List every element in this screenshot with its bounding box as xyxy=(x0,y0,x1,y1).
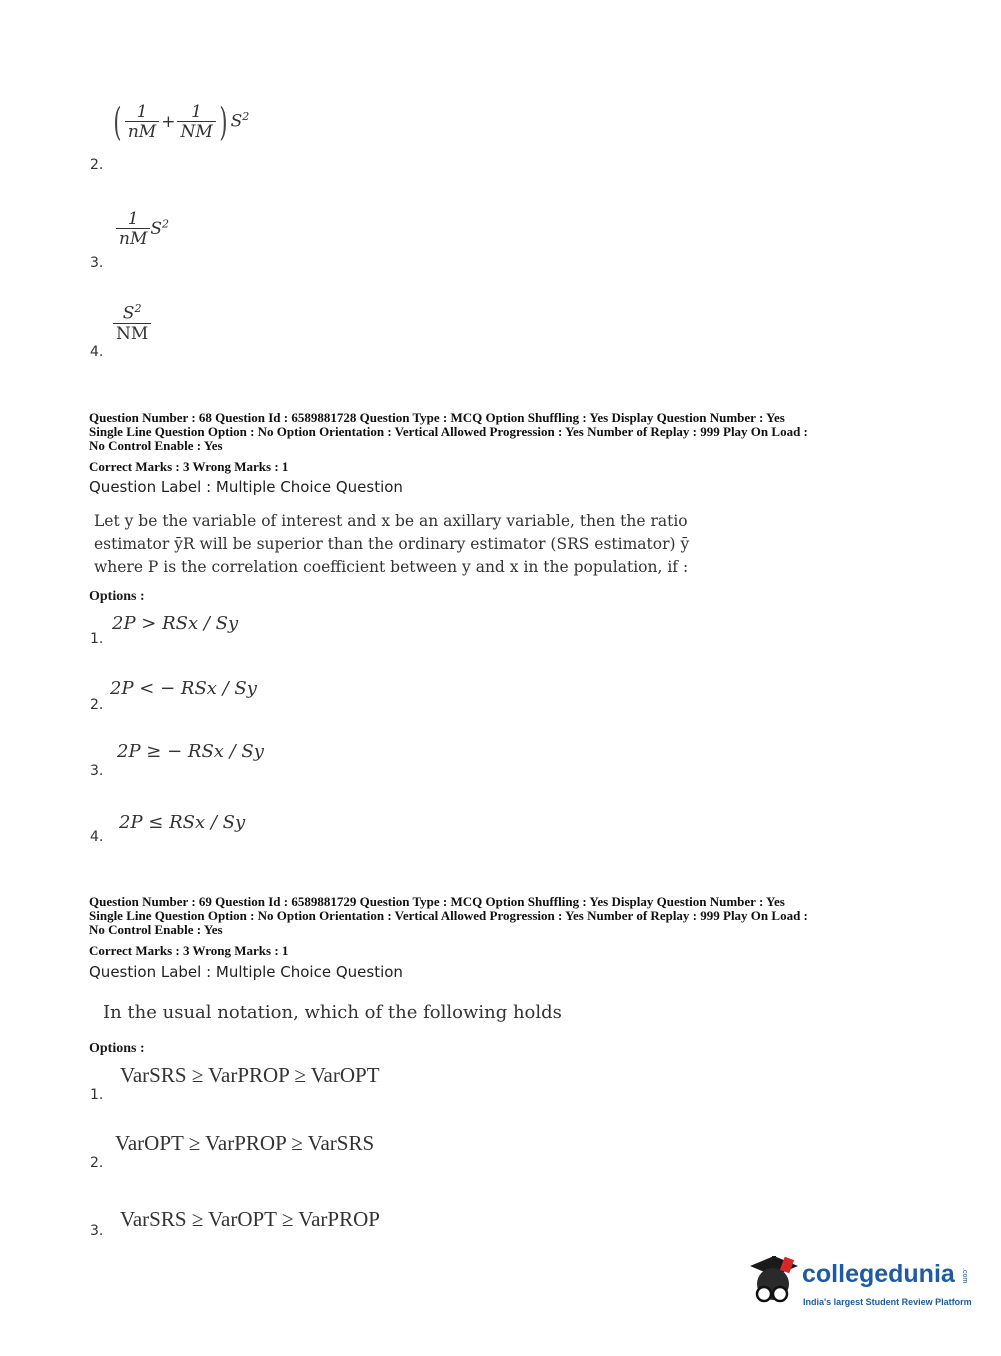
prev-option-3-number: 3. xyxy=(90,255,104,271)
q68-options-heading: Options : xyxy=(89,589,145,604)
q68-option-3-expr[interactable]: 2P ≥ − RSx / Sy xyxy=(117,741,264,762)
prev-option-4-expr: $\frac{S^2}{NM}$ xyxy=(113,300,151,344)
q68-meta-line-3: No Control Enable : Yes xyxy=(89,438,223,453)
q68-text-line-1: Let y be the variable of interest and x be an axillary variable, then the ratio xyxy=(94,512,688,530)
q69-option-3-expr[interactable]: VarSRS ≥ VarOPT ≥ VarPROP xyxy=(120,1207,380,1231)
q69-option-1-number: 1. xyxy=(90,1087,104,1103)
collegedunia-logo[interactable] xyxy=(742,1250,972,1320)
q69-option-2-expr[interactable]: VarOPT ≥ VarPROP ≥ VarSRS xyxy=(115,1131,375,1155)
q68-meta-line-2: Single Line Question Option : No Option Orientation : Vertical Allowed Progression : Yes Number of Replay : 999 Play On Load : xyxy=(89,424,808,439)
q69-meta xyxy=(89,895,929,937)
q68-text-line-3: where P is the correlation coefficient between y and x in the population, if : xyxy=(94,558,689,576)
logo-tagline: India's largest Student Review Platform xyxy=(803,1297,972,1307)
prev-option-4-number: 4. xyxy=(90,344,104,360)
q69-question-text: In the usual notation, which of the following holds xyxy=(103,1002,562,1023)
prev-option-2-number: 2. xyxy=(90,157,104,173)
q68-option-1-expr[interactable]: 2P > RSx / Sy xyxy=(112,613,239,634)
q68-meta-line-1: Question Number : 68 Question Id : 6589881728 Question Type : MCQ Option Shuffling : Yes Display Question Number : Yes xyxy=(89,410,785,425)
q69-option-1-expr[interactable]: VarSRS ≥ VarPROP ≥ VarOPT xyxy=(120,1063,380,1087)
q69-options-heading: Options : xyxy=(89,1041,145,1056)
q69-option-2-number: 2. xyxy=(90,1155,104,1171)
logo-wordmark: collegedunia xyxy=(802,1260,955,1288)
q68-option-1-number: 1. xyxy=(90,631,104,647)
prev-option-3-expr: $\frac{1}{nM}$ $S^2$ xyxy=(116,210,169,249)
q68-option-3-number: 3. xyxy=(90,763,104,779)
q68-label: Question Label : Multiple Choice Question xyxy=(89,478,403,496)
q69-meta-line-2: Single Line Question Option : No Option Orientation : Vertical Allowed Progression : Yes Number of Replay : 999 Play On Load : xyxy=(89,908,808,923)
prev-option-2-expr: ( $\frac{1}{nM}$ + $\frac{1}{NM}$ ) $S^2$ xyxy=(113,100,250,144)
q68-marks: Correct Marks : 3 Wrong Marks : 1 xyxy=(89,459,289,474)
q68-option-4-number: 4. xyxy=(90,829,104,845)
q69-meta-line-1: Question Number : 69 Question Id : 6589881729 Question Type : MCQ Option Shuffling : Yes Display Question Number : Yes xyxy=(89,894,785,909)
q68-option-2-expr[interactable]: 2P < − RSx / Sy xyxy=(110,678,257,699)
q68-question-text xyxy=(94,510,734,579)
q69-label: Question Label : Multiple Choice Question xyxy=(89,963,403,981)
mascot-icon xyxy=(742,1252,804,1314)
q68-option-4-expr[interactable]: 2P ≤ RSx / Sy xyxy=(119,812,246,833)
q68-option-2-number: 2. xyxy=(90,697,104,713)
logo-tld: .com xyxy=(961,1268,968,1284)
q69-meta-line-3: No Control Enable : Yes xyxy=(89,922,223,937)
q68-meta xyxy=(89,411,929,453)
q69-marks: Correct Marks : 3 Wrong Marks : 1 xyxy=(89,943,289,958)
q69-option-3-number: 3. xyxy=(90,1223,104,1239)
q68-text-line-2: estimator ȳR will be superior than the ordinary estimator (SRS estimator) ȳ xyxy=(94,535,690,553)
